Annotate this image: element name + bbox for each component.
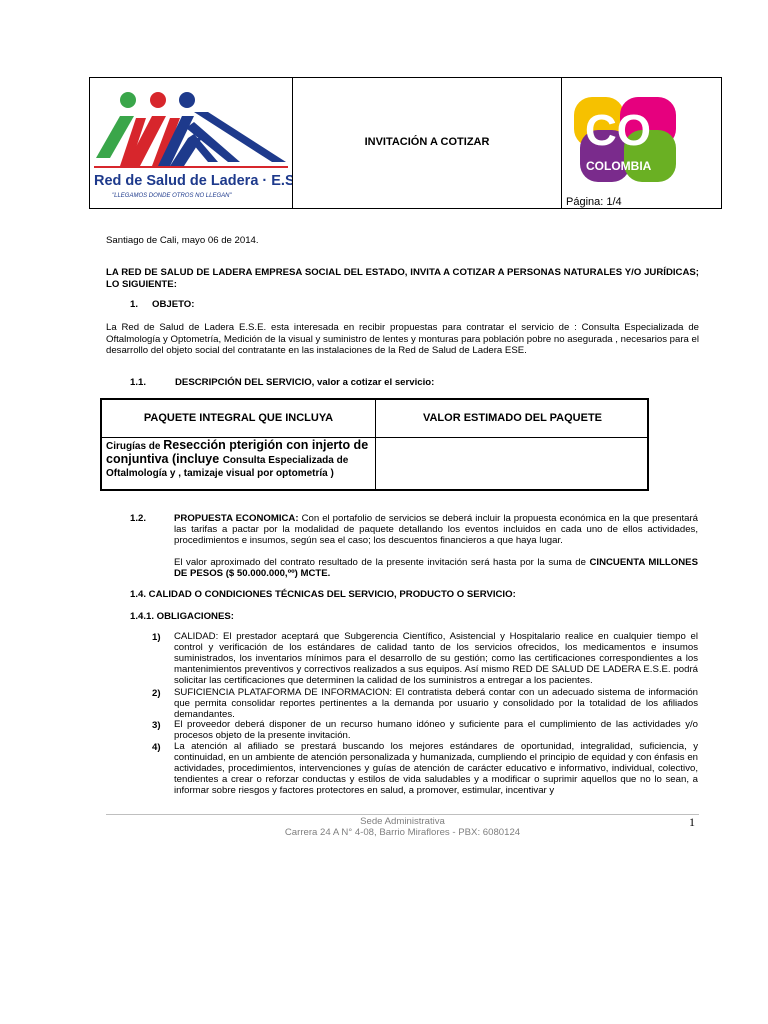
cell-text: Consulta Especializada de Oftalmología y , tamizaje visual por optometría ) xyxy=(106,455,349,479)
co-logo-text: CO xyxy=(585,106,651,155)
list-number: 2) xyxy=(152,688,161,699)
section-heading: PROPUESTA ECONOMICA: xyxy=(174,513,299,524)
section-number: 1.2. xyxy=(130,513,147,524)
cell-text: Cirugías de xyxy=(106,441,164,452)
table-cell xyxy=(106,439,372,480)
table-header: VALOR ESTIMADO DEL PAQUETE xyxy=(422,412,603,424)
section-heading: OBJETO: xyxy=(152,299,195,310)
paragraph-text: Con el portafolio de servicios se deberá incluir la propuesta económica en la que presentará las tarifas a pactar por la modalidad de paquete detallando los eventos incluidos en cada uno de ellos actividades, procedimientos e insumos, según sea el caso; los descuentos financieros a que haya lugar. xyxy=(174,513,698,547)
date-line: Santiago de Cali, mayo 06 de 2014. xyxy=(106,235,259,246)
service-table xyxy=(100,398,649,491)
objeto-paragraph: La Red de Salud de Ladera E.S.E. esta interesada en recibir propuestas para contratar el servicio de : Consulta Especializada de Oftalmología y Optometría, Medición de la visual y suministro de lentes y monturas para población pobre no asegurada , necesarios para el desarrollo del objeto social del contratante en las instalaciones de la Red de Salud de Ladera ESE. xyxy=(106,322,699,357)
section-number: 1. xyxy=(130,299,139,310)
header-table xyxy=(89,77,722,209)
paragraph-text: El valor aproximado del contrato resultado de la presente invitación será hasta por la suma de xyxy=(174,557,590,568)
org-slogan: "LLEGAMOS DONDE OTROS NO LLEGAN" xyxy=(112,193,232,199)
page-title: INVITACIÓN A COTIZAR xyxy=(364,136,490,148)
co-logo-cell xyxy=(561,78,722,208)
list-number: 3) xyxy=(152,720,161,731)
page-number: 1 xyxy=(689,815,695,829)
propuesta-paragraph xyxy=(174,513,698,547)
co-logo-sub: COLOMBIA xyxy=(586,159,652,173)
intro-paragraph: LA RED DE SALUD DE LADERA EMPRESA SOCIAL DEL ESTADO, INVITA A COTIZAR A PERSONAS NATURALES Y/O JURÍDICAS; LO SIGUIENTE: xyxy=(106,267,699,290)
list-number: 1) xyxy=(152,632,161,643)
section-heading: 1.4. CALIDAD O CONDICIONES TÉCNICAS DEL SERVICIO, PRODUCTO O SERVICIO: xyxy=(130,589,516,600)
paragraph-bold: CINCUENTA MILLONES DE PESOS ($ 50.000.000,ºº) MCTE. xyxy=(174,557,698,580)
footer-divider xyxy=(106,814,699,815)
org-name: Red de Salud de Ladera · E.S.E. xyxy=(94,173,292,189)
valor-paragraph xyxy=(174,557,698,579)
list-item: CALIDAD: El prestador aceptará que Subgerencia Científico, Asistencial y Hospitalario realice en cualquier tiempo el control y verificación de los estándares de calidad tanto de los servicios ofrecidos, los medicamentos e insumos suministrados, los inventarios mínimos para el desarrollo de su gestión; como las certificaciones correspondientes a los mantenimientos preventivos y correctivos realizados a sus equipos. Así mismo RED DE SALUD DE LADERA E.S.E. podrá solicitar las certificaciones que determinen la calidad de los suministros a entregar a los pacientes. xyxy=(174,631,698,686)
list-item: La atención al afiliado se prestará buscando los mejores estándares de oportunidad, integralidad, suficiencia, y continuidad, en un ambiente de atención personalizada y humanizada, cumpliendo el principio de equidad y con énfasis en actividades, procedimientos, intervenciones y guías de atención de carácter educativo e informativo, individual, colectivo, tendientes a crear o reforzar conductas y estilos de vida saludables y a modificar o suprimir aquellos que no lo sean, a informar sobre riesgos y factores protectores en salud, a promover, estimular, incentivar y xyxy=(174,741,698,796)
section-heading: DESCRIPCIÓN DEL SERVICIO, valor a cotizar el servicio: xyxy=(175,377,435,388)
co-colombia-logo xyxy=(562,78,722,208)
table-header: PAQUETE INTEGRAL QUE INCLUYA xyxy=(143,412,334,424)
list-number: 4) xyxy=(152,742,161,753)
section-heading: 1.4.1. OBLIGACIONES: xyxy=(130,611,234,622)
list-item: SUFICIENCIA PLATAFORMA DE INFORMACION: El contratista deberá contar con un adecuado sistema de información que permita consolidar reportes pertinentes a la demanda por usuario y consolidado por la totalidad de los afiliados demandantes. xyxy=(174,687,698,720)
footer-line: Carrera 24 A N° 4-08, Barrio Miraflores - PBX: 6080124 xyxy=(284,827,521,838)
footer-line: Sede Administrativa xyxy=(360,816,445,827)
cell-text: Resección pterigión con injerto de conjuntiva (incluye xyxy=(106,438,369,466)
red-de-salud-logo xyxy=(90,78,292,208)
list-item: El proveedor deberá disponer de un recurso humano idóneo y suficiente para el cumplimiento de las actividades y/o procesos objeto de la presente invitación. xyxy=(174,719,698,741)
logo-cell xyxy=(90,78,293,208)
page-indicator: Página: 1/4 xyxy=(566,196,622,208)
section-number: 1.1. xyxy=(130,377,147,388)
